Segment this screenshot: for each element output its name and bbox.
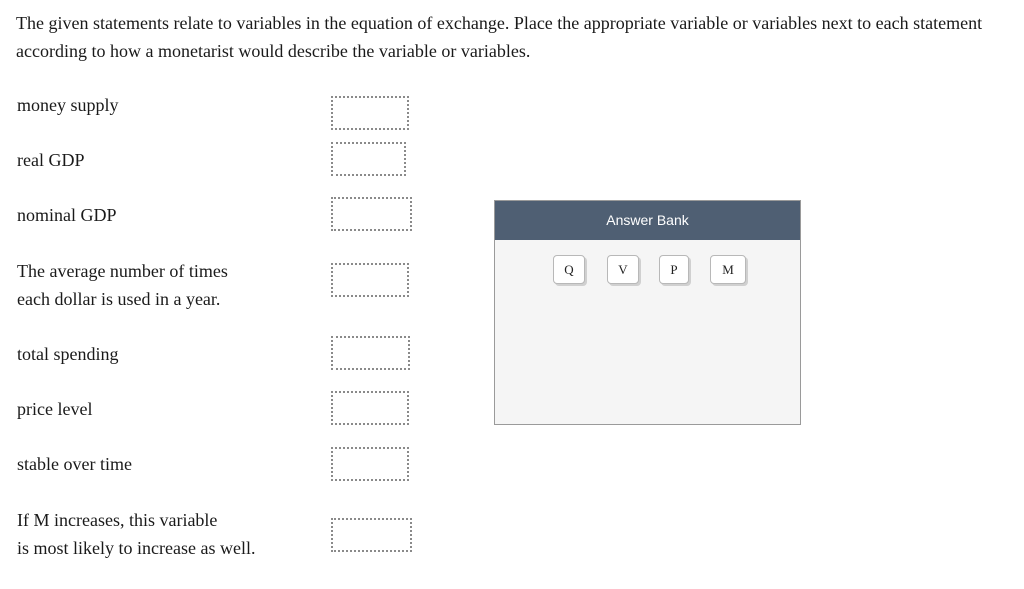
answer-tile-v[interactable]: V <box>607 255 639 284</box>
statement-stable-over-time <box>17 450 132 478</box>
statement-label: total spending <box>17 344 119 364</box>
drop-zone-velocity[interactable] <box>331 263 409 297</box>
answer-bank-header: Answer Bank <box>495 201 800 240</box>
statement-money-supply <box>17 91 119 119</box>
statement-label-line1: If M increases, this variable <box>17 510 218 530</box>
statement-total-spending <box>17 340 119 368</box>
statement-label-line2: each dollar is used in a year. <box>17 289 221 309</box>
answer-tile-p[interactable]: P <box>659 255 689 284</box>
statement-label-line1: The average number of times <box>17 261 228 281</box>
answer-tile-q[interactable]: Q <box>553 255 585 284</box>
drop-zone-if-m-increases[interactable] <box>331 518 412 552</box>
statement-velocity <box>17 257 228 313</box>
drop-zone-money-supply[interactable] <box>331 96 409 130</box>
statement-price-level <box>17 395 92 423</box>
statement-label: price level <box>17 399 93 419</box>
statement-label: stable over time <box>17 454 132 474</box>
answer-bank <box>494 200 801 425</box>
statement-label: nominal GDP <box>17 205 117 225</box>
drop-zone-price-level[interactable] <box>331 391 409 425</box>
drop-zone-real-gdp[interactable] <box>331 142 406 176</box>
statement-label: real GDP <box>17 150 85 170</box>
answer-tile-m[interactable]: M <box>710 255 746 284</box>
instructions-text: The given statements relate to variables in the equation of exchange. Place the appropriate variable or variables next to each statement according to how a monetarist would describe the variable or variables. <box>16 13 983 61</box>
drop-zone-stable-over-time[interactable] <box>331 447 409 481</box>
statement-label-line2: is most likely to increase as well. <box>17 538 256 558</box>
drop-zone-nominal-gdp[interactable] <box>331 197 412 231</box>
drop-zone-total-spending[interactable] <box>331 336 410 370</box>
statement-real-gdp <box>17 146 84 174</box>
statement-if-m-increases <box>17 506 255 562</box>
statement-nominal-gdp <box>17 201 117 229</box>
statement-label: money supply <box>17 95 119 115</box>
